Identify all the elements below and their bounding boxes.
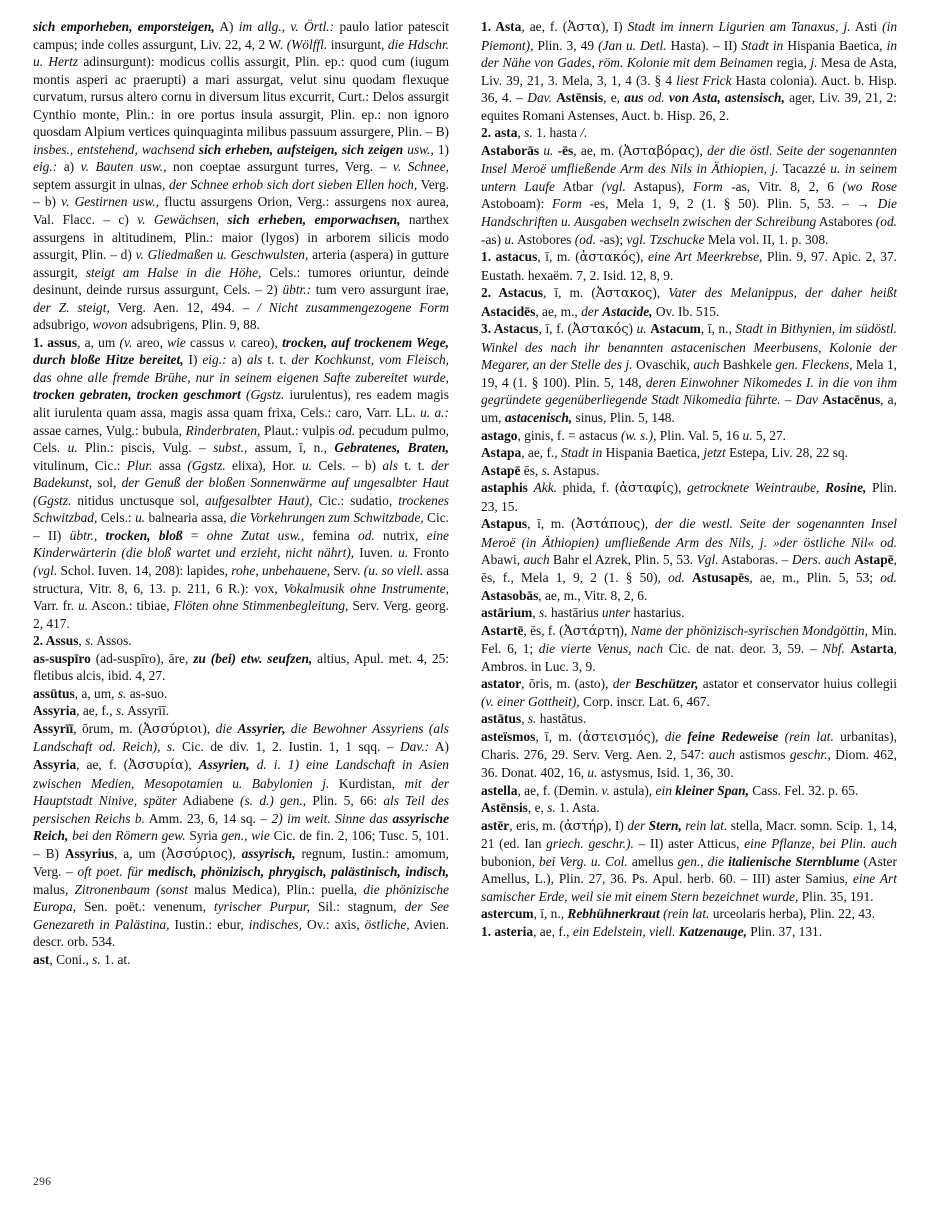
dictionary-entry: asteïsmos, ī, m. (ἀστεισμός), die feine Redeweise (rein lat. urbanitas), Charis. 276, 29. Serv. Verg. Aen. 2, 547: auch astismos geschr., Diom. 462, 36. Donat. 402, 16, u. astysmus, Isid. 1, 36, 30. xyxy=(481,728,898,780)
dictionary-entry: Assyria, ae, f., s. Assyrīī. xyxy=(33,703,170,719)
dictionary-entry: astātus, s. hastātus. xyxy=(481,711,587,727)
dictionary-entry: Astapus, ī, m. (Ἀστάπους), der die westl. Seite der sogenannten Insel Meroë (in Äthiopien) umfließende Arm des Nils, j. »der östliche Nil« od. Abawi, auch Bahr el Azrek, Plin. 5, 53. Vgl. Astaboras. – Ders. auch Astapē, ēs, f., Mela 1, 9, 2 (1. § 50), od. Astusapēs, ae, m., Plin. 5, 53; od. Astasobās, ae, m., Vitr. 8, 2, 6. xyxy=(481,516,897,603)
dictionary-entry: astercum, ī, n., Rebhühnerkraut (rein lat. urceolaris herba), Plin. 22, 43. xyxy=(481,906,875,922)
dictionary-entry: Astartē, ēs, f. (Ἀστάρτη), Name der phönizisch-syrischen Mondgöttin, Min. Fel. 6, 1; die vierte Venus, nach Cic. de nat. deor. 3, 59. – Nbf. Astarta, Ambros. in Luc. 3, 9. xyxy=(481,622,898,674)
dictionary-entry: astator, ōris, m. (asto), der Beschützer, astator et conservator huius collegii (v. einer Gottheit), Corp. inscr. Lat. 6, 467. xyxy=(481,676,897,709)
dictionary-entry: Astapē ēs, s. Astapus. xyxy=(481,462,600,478)
right-text-column xyxy=(481,18,897,940)
dictionary-entry: 2. Astacus, ī, m. (Ἀστακος), Vater des Melanippus, der daher heißt Astacidēs, ae, m., der Astacide, Ov. Ib. 515. xyxy=(481,285,898,319)
dictionary-entry: astēr, eris, m. (ἀστήρ), I) der Stern, rein lat. stella, Macr. somn. Scip. 1, 14, 21 (ed. Ian griech. geschr.). – II) aster Atticus, eine Pflanze, bei Plin. auch bubonion, bei Verg. u. Col. amellus gen., die italienische Sternblume (Aster Amellus, L.), Plin. 27, 36. Ps. Apul. herb. 60. – III) aster Samius, eine Art samischer Erde, weil sie mit einem Stern bezeichnet wurde, Plin. 35, 191. xyxy=(481,817,897,904)
dictionary-entry: 1. asteria, ae, f., ein Edelstein, viell. Katzenauge, Plin. 37, 131. xyxy=(481,923,823,939)
dictionary-entry: astella, ae, f. (Demin. v. astula), ein kleiner Span, Cass. Fel. 32. p. 65. xyxy=(481,782,859,798)
page-columns xyxy=(33,18,897,1148)
dictionary-entry: Astēnsis, e, s. 1. Asta. xyxy=(481,800,600,816)
dictionary-entry: 1. assus, a, um (v. areo, wie cassus v. careo), trocken, auf trockenem Wege, durch bloße Hitze bereitet, I) eig.: a) als t. t. der Kochkunst, vom Fleisch, das ohne alle fremde Brühe, nur in seinem eigenen Safte zubereitet wurde, trocken gebraten, trocken geschmort (Ggstz. iurulentus), res eadem magis alit iurulenta quam assa, magis assa quam frixa, Cels.: caro, Varr. LL. u. a.: assae carnes, Vulg.: bubula, Rinderbraten, Plaut.: vulpis od. pecudum pulmo, Cels. u. Plin.: piscis, Vulg. – subst., assum, ī, n., Gebratenes, Braten, vitulinum, Cic.: Plur. assa (Ggstz. elixa), Hor. u. Cels. – b) als t. t. der Badekunst, sol, der Genuß der bloßen Sonnenwärme auf ungesalbter Haut (Ggstz. nitidus unctusque sol, aufgesalbter Haut), Cic.: sudatio, trockenes Schwitzbad, Cels.: u. balnearia assa, die Vorkehrungen zum Schwitzbade, Cic. – II) übtr., trocken, bloß = ohne Zutat usw., femina od. nutrix, eine Kinderwärterin (die bloß wartet und erzieht, nicht nährt), Iuven. u. Fronto (vgl. Schol. Iuven. 14, 208): lapides, rohe, unbehauene, Serv. (u. so viell. assa structura, Vitr. 8, 6, 13. p. 211, 6 R.): vox, Vokalmusik ohne Instrumente, Varr. fr. u. Ascon.: tibiae, Flöten ohne Stimmenbegleitung, Serv. Verg. georg. 2, 417. xyxy=(33,334,450,631)
dictionary-entry: astago, ginis, f. = astacus (w. s.), Plin. Val. 5, 16 u. 5, 27. xyxy=(481,427,787,443)
dictionary-entry: astaphis Akk. phida, f. (ἀσταφίς), getrocknete Weintraube, Rosine, Plin. 23, 15. xyxy=(481,480,897,514)
dictionary-entry: 2. asta, s. 1. hasta /. xyxy=(481,125,588,141)
dictionary-entry: as-suspīro (ad-suspīro), āre, zu (bei) etw. seufzen, altius, Apul. met. 4, 25: fletibus alcis, ibid. 4, 27. xyxy=(33,650,449,684)
dictionary-entry: ast, Coni., s. 1. at. xyxy=(33,951,131,967)
dictionary-entry: 1. astacus, ī, m. (ἀστακός), eine Art Meerkrebse, Plin. 9, 97. Apic. 2, 37. Eustath. hexaëm. 7, 2. Isid. 12, 8, 9. xyxy=(481,249,898,283)
left-text-column xyxy=(33,18,449,969)
dictionary-entry: 2. Assus, s. Assos. xyxy=(33,633,132,649)
dictionary-entry: sich emporheben, emporsteigen, A) im allg., v. Örtl.: paulo latior patescit campus; inde colles assurgunt, Liv. 22, 4, 2 W. (Wölffl. insurgunt, die Hdschr. u. Hertz adinsurgunt): modicus collis assurgit, Plin. ep.: quod cum (iugum montis asperi ac praerupti) a mari assurgat, velut sinu quodam flexuque curvatum, rursus altero cornu in diversum litus excurrit, Curt.: Delos assurgit Cynthio monte, Plin.: in ore portus insula assurgit, Plin. ep.: non ignoro quosdam Alpium vertices quinquaginta milibus passuum assurgere, Plin. – B) insbes., entstehend, wachsend sich erheben, aufsteigen, sich zeigen usw., 1) eig.: a) v. Bauten usw., non coeptae assurgunt turres, Verg. – v. Schnee, septem assurgit in ulnas, der Schnee erhob sich dort sieben Ellen hoch, Verg. – b) v. Gestirnen usw., fluctu assurgens Orion, Verg.: assurgens nox aurea, Val. Flacc. – c) v. Gewächsen, sich erheben, emporwachsen, narthex assurgens in altitudinem, Plin.: maior (lygos) in arborem silicis modo assurgit, Plin. – d) v. Gliedmaßen u. Geschwulsten, arteria (aspera) in gutture assurgit, steigt am Halse in die Höhe, Cels.: tumores oriuntur, deinde desinunt, deinde rursus assurgunt, Cels. – 2) übtr.: tum vero assurgunt irae, der Z. steigt, Verg. Aen. 12, 494. – / Nicht zusammengezogene Form adsubrigo, wovon adsubrigens, Plin. 9, 88. xyxy=(33,19,450,333)
dictionary-entry: Assyrīī, ōrum, m. (Ἀσσύριοι), die Assyrier, die Bewohner Assyriens (als Landschaft od. Reich), s. Cic. de div. 1, 2. Iustin. 1, 1 sqq. – Dav.: A) Assyria, ae, f. (Ἀσσυρία), Assyrien, d. i. 1) eine Landschaft in Asien zwischen Medien, Mesopotamien u. Babylonien j. Kurdistan, mit der Hauptstadt Ninive, später Adiabene (s. d.) gen., Plin. 5, 66: als Teil des persischen Reichs b. Amm. 23, 6, 14 sq. – 2) im weit. Sinne das assyrische Reich, bei den Römern gew. Syria gen., wie Cic. de fin. 2, 106; Tusc. 5, 101. – B) Assyrius, a, um (Ἀσσύριος), assyrisch, regnum, Iustin.: amomum, Verg. – oft poet. für medisch, phönizisch, phrygisch, palästinisch, indisch, malus, Zitronenbaum (sonst malus Medica), Plin.: puella, die phönizische Europa, Sen. poët.: venenum, tyrischer Purpur, Sil.: stagnum, der See Genezareth in Palästina, Iustin.: ebur, indisches, Ov.: axis, östliche, Avien. descr. orb. 534. xyxy=(33,720,450,950)
dictionary-entry: assūtus, a, um, s. as-suo. xyxy=(33,685,168,701)
dictionary-entry: 3. Astacus, ī, f. (Ἀστακός) u. Astacum, ī, n., Stadt in Bithynien, im südöstl. Winkel des nach ihr benannten astacenischen Meerbusens, Kolonie der Megarer, an der Stelle des j. Ovaschik, auch Bashkele gen. Fleckens, Mela 1, 19, 4 (1. § 100). Plin. 5, 148, deren Einwohner Nikomedes I. in die von ihm gegründete gegenüberliegende Stadt Nikomedia führte. – Dav Astacēnus, a, um, astacenisch, sinus, Plin. 5, 148. xyxy=(481,321,898,426)
dictionary-entry: astārium, s. hastārius unter hastarius. xyxy=(481,605,685,621)
dictionary-entry: Astapa, ae, f., Stadt in Hispania Baetica, jetzt Estepa, Liv. 28, 22 sq. xyxy=(481,445,848,461)
dictionary-entry: 1. Asta, ae, f. (Ἀστα), I) Stadt im innern Ligurien am Tanaxus, j. Asti (in Piemont), Plin. 3, 49 (Jan u. Detl. Hasta). – II) Stadt in Hispania Baetica, in der Nähe von Gades, röm. Kolonie mit dem Beinamen regia, j. Mesa de Asta, Liv. 39, 21, 3. Mela, 3, 1, 4 (3. § 4 liest Frick Hasta colonia). Auct. b. Hisp. 36, 4. – Dav. Astēnsis, e, aus od. von Asta, astensisch, ager, Liv. 39, 21, 2: equites Romani Astenses, Auct. b. Hisp. 26, 2. xyxy=(481,19,898,123)
dictionary-entry: Astaborās u. -ēs, ae, m. (Ἀσταβόρας), der die östl. Seite der sogenannten Insel Meroë umfließende Arm des Nils in Äthiopien, j. Tacazzé u. in seinem untern Laufe Atbar (vgl. Astapus), Form -as, Vitr. 8, 2, 6 (wo Rose Astoboam): Form -es, Mela 1, 9, 2 (1. § 50). Plin. 5, 53. – → Die Handschriften u. Ausgaben wechseln zwischen der Schreibung Astabores (od. -as) u. Astobores (od. -as); vgl. Tzschucke Mela vol. II, 1. p. 308. xyxy=(481,142,897,247)
page-number: 296 xyxy=(33,1176,52,1188)
